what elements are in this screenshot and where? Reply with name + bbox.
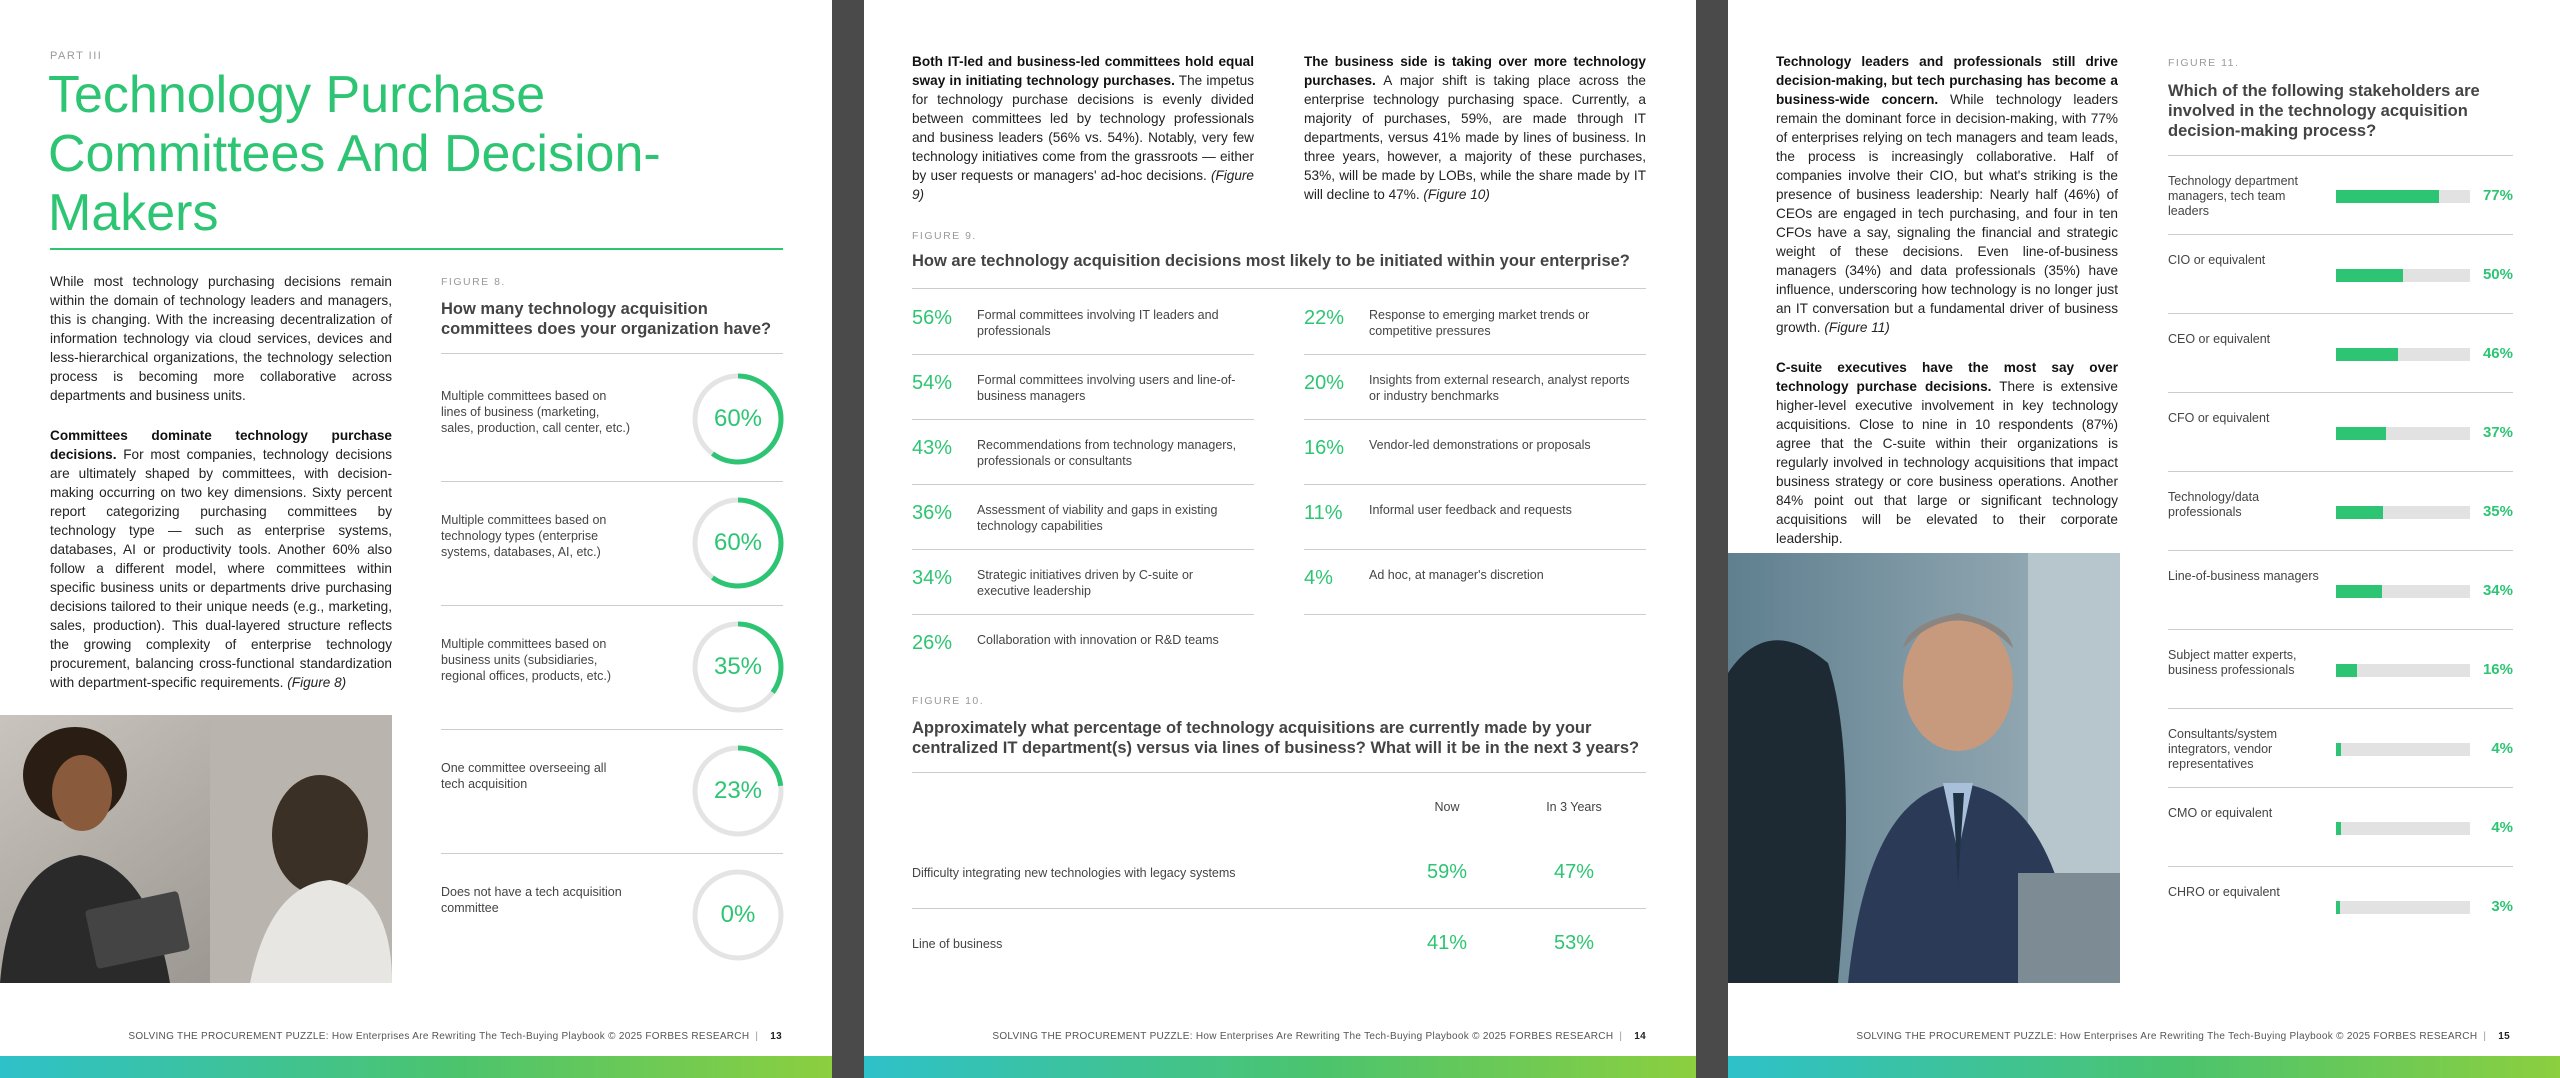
figure-9-item-value: 36% <box>912 502 953 524</box>
figure-9-item-divider <box>1304 614 1646 615</box>
figure-11-row-divider <box>2168 550 2513 551</box>
figure-11-bar-fill <box>2336 348 2398 361</box>
it-business-lead: Both IT-led and business-led committees hold equal sway in initiating technology purchases. <box>912 54 1254 88</box>
csuite-body: There is extensive higher-level executive involvement in key technology acquisitions. Close to nine in 10 respondents (87%) agree that the C-suite within their organizations is regularly involved in technology acquisitions that impact business strategy or core business operations. Another 84% point out that large or significant technology acquisitions will be elevated to their corporate leadership. <box>1776 379 2118 546</box>
part-label: PART III <box>50 50 103 62</box>
figure-9-item-divider <box>912 549 1254 550</box>
figure-11-bar-track <box>2336 269 2470 282</box>
page-14 <box>864 0 1696 1078</box>
figure-9-item <box>912 632 1254 697</box>
figure-11-bar-fill <box>2336 269 2403 282</box>
figure-9-item-value: 56% <box>912 307 953 329</box>
figure-11-bar-track <box>2336 348 2470 361</box>
title-divider <box>50 248 783 250</box>
figure-9-item-divider <box>1304 354 1646 355</box>
figure-11-bar-value: 37% <box>2482 424 2513 441</box>
csuite-lead: C-suite executives have the most say over technology purchase decisions. <box>1776 360 2118 394</box>
figure-11-divider <box>2168 155 2513 156</box>
page-title: Technology Purchase Committees And Decision-Makers <box>48 66 661 242</box>
figure-9-item-value: 22% <box>1304 307 1345 329</box>
figure-8-row-label: Multiple committees based on technology types (enterprise systems, databases, AI, etc.) <box>441 513 607 559</box>
footer-separator: | <box>755 1031 759 1042</box>
figure-11-row <box>2168 480 2513 559</box>
figure-11-bar-track <box>2336 901 2470 914</box>
figure-8-row <box>441 854 783 978</box>
figure-8-ring <box>691 868 785 962</box>
business-side-paragraph <box>1304 52 1646 204</box>
figure-8-ring <box>691 496 785 590</box>
figure-8-ring-value: 60% <box>713 405 763 432</box>
figure-11-bar-value: 4% <box>2491 740 2513 757</box>
figure-9-item-label: Informal user feedback and requests <box>1369 503 1572 517</box>
figure-11-row-label: CFO or equivalent <box>2168 411 2270 425</box>
figure-11-bar-value: 4% <box>2491 819 2513 836</box>
figure-9-item-value: 16% <box>1304 437 1345 459</box>
figure-11-row-divider <box>2168 392 2513 393</box>
figure-9-reference: (Figure 9) <box>912 168 1254 202</box>
figure-9-item-value: 34% <box>912 567 953 589</box>
figure-8-row <box>441 482 783 606</box>
figure-8-ring-value: 35% <box>713 653 763 680</box>
page-13 <box>0 0 832 1078</box>
figure-11-bar-track <box>2336 190 2470 203</box>
figure-10-question: Approximately what percentage of technology acquisitions are currently made by your centralized IT department(s) versus via lines of business? What will it be in the next 3 years? <box>912 719 1640 757</box>
figure-8-question: How many technology acquisition committees does your organization have? <box>441 300 772 338</box>
figure-8-ring-value: 23% <box>713 777 763 804</box>
figure-11-question: Which of the following stakeholders are involved in the technology acquisition decision-making process? <box>2168 82 2480 140</box>
figure-11-bar-track <box>2336 506 2470 519</box>
figure-11-row <box>2168 243 2513 322</box>
csuite-paragraph <box>1776 358 2118 548</box>
figure-11-row <box>2168 638 2513 717</box>
figure-11-row <box>2168 164 2513 243</box>
figure-9-item-value: 54% <box>912 372 953 394</box>
figure-11-bar-fill <box>2336 190 2439 203</box>
figure-11-row-label: Subject matter experts, business professionals <box>2168 648 2297 677</box>
figure-9-item-value: 11% <box>1304 502 1343 524</box>
figure-11-row-divider <box>2168 787 2513 788</box>
figure-10-reference: (Figure 10) <box>1423 187 1490 202</box>
figure-9-item-label: Formal committees involving IT leaders and professionals <box>977 308 1219 338</box>
page-15 <box>1728 0 2560 1078</box>
page-number: 14 <box>1634 1031 1646 1042</box>
figure-8-row <box>441 730 783 854</box>
figure-11-row-divider <box>2168 708 2513 709</box>
figure-11-row <box>2168 717 2513 796</box>
figure-9-item <box>1304 567 1646 632</box>
figure-10-row-1-label: Difficulty integrating new technologies with legacy systems <box>912 866 1236 880</box>
figure-8-divider <box>441 353 783 354</box>
figure-8-ring <box>691 744 785 838</box>
figure-9-item <box>1304 502 1646 567</box>
figure-11-bar-fill <box>2336 901 2340 914</box>
leaders-lead: Technology leaders and professionals still drive decision-making, but tech purchasing has become a business-wide concern. <box>1776 54 2118 107</box>
figure-11-row <box>2168 322 2513 401</box>
figure-9-item <box>912 307 1254 372</box>
figure-10-row-2-now: 41% <box>1426 932 1468 954</box>
figure-11-row-divider <box>2168 629 2513 630</box>
figure-9-item-label: Response to emerging market trends or competitive pressures <box>1369 308 1590 338</box>
business-side-body: A major shift is taking place across the enterprise technology purchasing space. Currently, a majority of purchases, 59%, are made through IT departments, versus 41% made by lines of business. In three years, however, a majority of these purchases, 53%, will be made by LOBs, while the share made by IT will decline to 47%. <box>1304 73 1646 202</box>
figure-11-row-divider <box>2168 471 2513 472</box>
figure-11-bar-value: 50% <box>2482 266 2513 283</box>
figure-8-row <box>441 358 783 482</box>
figure-10-row-2-label: Line of business <box>912 937 1003 951</box>
figure-11-bar-track <box>2336 822 2470 835</box>
photo-businessmen-meeting <box>1728 553 2120 983</box>
committees-body: For most companies, technology decisions are ultimately shaped by committees, with decision-making occurring on two key dimensions. Sixty percent report categorizing purchasing committees by technology type — such as enterprise systems, databases, AI or productivity tools. Another 60% also follow a different model, where committees within specific business units or departments drive purchasing decisions tailored to their unique needs (e.g., marketing, sales, production). This dual-layered structure reflects the growing complexity of enterprise technology procurement, balancing cross-functional standardization with department-specific requirements. <box>50 447 392 690</box>
page-number: 13 <box>770 1031 782 1042</box>
figure-8-ring <box>691 620 785 714</box>
figure-9-item-label: Insights from external research, analyst reports or industry benchmarks <box>1369 373 1630 403</box>
figure-11-bar-value: 3% <box>2491 898 2513 915</box>
figure-9-item-divider <box>912 614 1254 615</box>
figure-9-item-divider <box>912 484 1254 485</box>
figure-9-item-divider <box>1304 484 1646 485</box>
figure-9-item-label: Recommendations from technology managers, professionals or consultants <box>977 438 1237 468</box>
figure-11-bar-value: 16% <box>2482 661 2513 678</box>
figure-11-row-label: CIO or equivalent <box>2168 253 2266 267</box>
figure-9-item-label: Strategic initiatives driven by C-suite or executive leadership <box>977 568 1194 598</box>
figure-9-item <box>912 437 1254 502</box>
committees-paragraph <box>50 426 392 692</box>
figure-8-row-label: One committee overseeing all tech acquisition <box>441 761 607 791</box>
figure-9-item-value: 43% <box>912 437 953 459</box>
figure-9-item-value: 4% <box>1304 567 1333 589</box>
figure-9-item-label: Vendor-led demonstrations or proposals <box>1369 438 1591 452</box>
business-side-lead: The business side is taking over more technology purchases. <box>1304 54 1646 88</box>
figure-9-item <box>1304 372 1646 437</box>
figure-10-header-now: Now <box>1434 800 1460 814</box>
figure-10-row-1-now: 59% <box>1426 861 1468 883</box>
figure-11-row <box>2168 401 2513 480</box>
figure-10-divider <box>912 772 1646 773</box>
figure-10-row-divider <box>912 908 1646 909</box>
figure-9-item-divider <box>912 419 1254 420</box>
figure-11-row <box>2168 875 2513 954</box>
figure-11-bar-fill <box>2336 506 2383 519</box>
figure-11-bar-fill <box>2336 822 2341 835</box>
footer-separator: | <box>2483 1031 2487 1042</box>
figure-11-bar-track <box>2336 585 2470 598</box>
figure-9-item-divider <box>1304 419 1646 420</box>
footer-text: SOLVING THE PROCUREMENT PUZZLE: How Enterprises Are Rewriting The Tech-Buying Playbook © 2025 FORBES RESEARCH <box>1856 1031 2478 1042</box>
footer-gradient-bar <box>1728 1056 2560 1078</box>
figure-11-row-label: CHRO or equivalent <box>2168 885 2280 899</box>
figure-11-row <box>2168 559 2513 638</box>
figure-11-row-label: CEO or equivalent <box>2168 332 2271 346</box>
footer-text: SOLVING THE PROCUREMENT PUZZLE: How Enterprises Are Rewriting The Tech-Buying Playbook © 2025 FORBES RESEARCH <box>128 1031 750 1042</box>
leaders-paragraph <box>1776 52 2118 337</box>
page-footer <box>1856 1031 2510 1042</box>
figure-9-item-value: 26% <box>912 632 953 654</box>
figure-8-row-label: Multiple committees based on business units (subsidiaries, regional offices, products, etc.) <box>441 637 611 683</box>
photo-woman-with-tablet <box>0 715 392 983</box>
footer-separator: | <box>1619 1031 1623 1042</box>
intro-paragraph: While most technology purchasing decisions remain within the domain of technology leaders and managers, this is changing. With the increasing decentralization of information technology via cloud services, devices and less-hierarchical organizations, the technology selection process is becoming more collaborative across departments and business units. <box>50 274 392 403</box>
figure-11-row-divider <box>2168 234 2513 235</box>
committees-lead: Committees dominate technology purchase decisions. <box>50 428 392 462</box>
figure-9-item <box>912 372 1254 437</box>
figure-10-row-2-future: 53% <box>1553 932 1595 954</box>
figure-9-question: How are technology acquisition decisions most likely to be initiated within your enterprise? <box>912 252 1630 270</box>
figure-11-row-label: Technology department managers, tech team leaders <box>2168 174 2298 218</box>
figure-8-label: FIGURE 8. <box>441 276 506 288</box>
figure-11-bar-track <box>2336 427 2470 440</box>
figure-9-item-divider <box>912 354 1254 355</box>
figure-9-item <box>912 567 1254 632</box>
figure-9-divider <box>912 288 1646 289</box>
figure-11-bar-value: 35% <box>2482 503 2513 520</box>
figure-11-bar-fill <box>2336 427 2386 440</box>
footer-gradient-bar <box>0 1056 832 1078</box>
figure-10-label: FIGURE 10. <box>912 695 985 707</box>
figure-11-bar-fill <box>2336 585 2382 598</box>
figure-11-bar-track <box>2336 664 2470 677</box>
figure-9-item-value: 20% <box>1304 372 1345 394</box>
figure-8-ring-value: 60% <box>713 529 763 556</box>
figure-9-item <box>912 502 1254 567</box>
figure-11-row-divider <box>2168 313 2513 314</box>
figure-11-bar-value: 77% <box>2482 187 2513 204</box>
figure-11-bar-value: 34% <box>2482 582 2513 599</box>
figure-11-bar-value: 46% <box>2482 345 2513 362</box>
figure-10-header-future: In 3 Years <box>1546 800 1602 814</box>
figure-9-item-label: Collaboration with innovation or R&D teams <box>977 633 1219 647</box>
figure-11-reference: (Figure 11) <box>1824 320 1890 335</box>
figure-9-item-label: Assessment of viability and gaps in existing technology capabilities <box>977 503 1218 533</box>
figure-11-label: FIGURE 11. <box>2168 57 2240 69</box>
figure-9-item <box>1304 307 1646 372</box>
figure-8-row <box>441 606 783 730</box>
figure-8-row-label: Multiple committees based on lines of business (marketing, sales, production, call center, etc.) <box>441 389 630 435</box>
figure-11-row-label: Technology/data professionals <box>2168 490 2260 519</box>
figure-9-label: FIGURE 9. <box>912 230 977 242</box>
figure-9-item-divider <box>1304 549 1646 550</box>
it-business-paragraph <box>912 52 1254 204</box>
figure-8-reference: (Figure 8) <box>287 675 347 690</box>
leaders-body: While technology leaders remain the dominant force in decision-making, with 77% of enterprises relying on tech managers and team leads, the process is increasingly collaborative. Half of companies involve their CIO, but what's striking is the presence of business leadership: Nearly half (46%) of CEOs are engaged in tech purchasing, and four in ten CFOs have a say, signaling the financial and strategic weight of these decisions. Even line-of-business managers (34%) and data professionals (35%) have influence, underscoring how technology is no longer just an IT conversation but a fundamental driver of business growth. <box>1776 92 2118 335</box>
page-number: 15 <box>2498 1031 2510 1042</box>
figure-11-bar-fill <box>2336 743 2341 756</box>
figure-11-row-divider <box>2168 866 2513 867</box>
figure-11-row-label: Consultants/system integrators, vendor representatives <box>2168 727 2278 771</box>
footer-text: SOLVING THE PROCUREMENT PUZZLE: How Enterprises Are Rewriting The Tech-Buying Playbook © 2025 FORBES RESEARCH <box>992 1031 1614 1042</box>
page-footer <box>128 1031 782 1042</box>
page-footer <box>992 1031 1646 1042</box>
figure-9-item <box>1304 437 1646 502</box>
figure-9-item-label: Formal committees involving users and line-of-business managers <box>977 373 1236 403</box>
figure-8-row-label: Does not have a tech acquisition committee <box>441 885 622 915</box>
figure-11-row <box>2168 796 2513 875</box>
figure-9-item-label: Ad hoc, at manager's discretion <box>1369 568 1544 582</box>
figure-8-ring <box>691 372 785 466</box>
figure-11-row-label: CMO or equivalent <box>2168 806 2273 820</box>
figure-11-row-label: Line-of-business managers <box>2168 569 2319 583</box>
footer-gradient-bar <box>864 1056 1696 1078</box>
figure-11-bar-fill <box>2336 664 2357 677</box>
figure-11-bar-track <box>2336 743 2470 756</box>
it-business-body: The impetus for technology purchase decisions is evenly divided between committees led by technology professionals and business leaders (56% vs. 54%). Notably, very few technology initiatives come from the grassroots — either by user requests or managers' ad-hoc decisions. <box>912 73 1254 183</box>
figure-10-row-1-future: 47% <box>1553 861 1595 883</box>
figure-8-ring-value: 0% <box>720 901 756 928</box>
